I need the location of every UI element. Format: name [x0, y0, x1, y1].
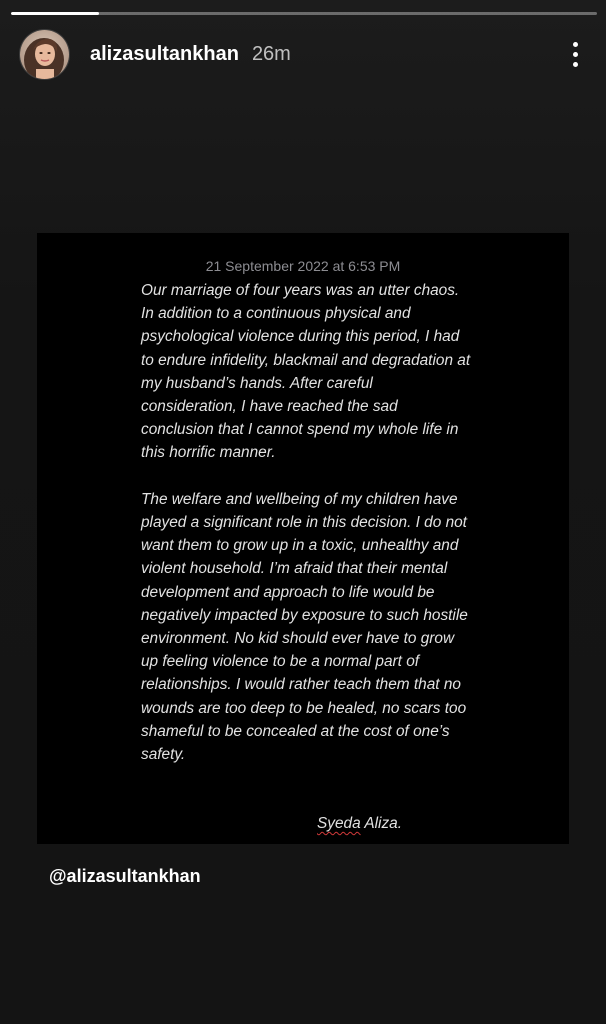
more-vertical-icon-dot [573, 62, 578, 67]
story-time-ago: 26m [251, 42, 291, 65]
signature-rest: Aliza. [360, 815, 402, 832]
more-vertical-icon [573, 42, 578, 47]
note-signature [317, 815, 402, 833]
note-body [141, 279, 471, 789]
note-date: 21 September 2022 at 6:53 PM [205, 258, 401, 274]
story-header [19, 28, 587, 80]
avatar[interactable] [19, 29, 70, 80]
mention-sticker[interactable]: @alizasultankhan [49, 866, 201, 886]
note-paragraph: The welfare and wellbeing of my children have played a significant role in this decision. I do not want them to grow up in a toxic, unhealthy and violent household. I’m afraid that their mental development and approach to life would be negatively impacted by exposure to such hostile environment. No kid should ever have to grow up feeling violence to be a normal part of relationships. I would rather teach them that no wounds are too deep to be healed, no scars too shameful to be concealed at the cost of one’s safety. [141, 490, 468, 764]
username[interactable]: alizasultankhan [90, 42, 239, 65]
story-progress-fill [11, 12, 99, 15]
avatar-image [20, 30, 69, 79]
note-paragraph: Our marriage of four years was an utter chaos. In addition to a continuous physical and psychological violence during this period, I had to endure infidelity, blackmail and degradation at my husband’s hands. After careful consideration, I have reached the sad conclusion that I cannot spend my whole life in this horrific manner. [141, 282, 471, 462]
story-progress-bar [11, 12, 597, 15]
signature-first-name: Syeda [317, 815, 361, 832]
note-screenshot [37, 233, 569, 844]
more-options-button[interactable] [563, 36, 587, 72]
more-vertical-icon-dot [573, 52, 578, 57]
